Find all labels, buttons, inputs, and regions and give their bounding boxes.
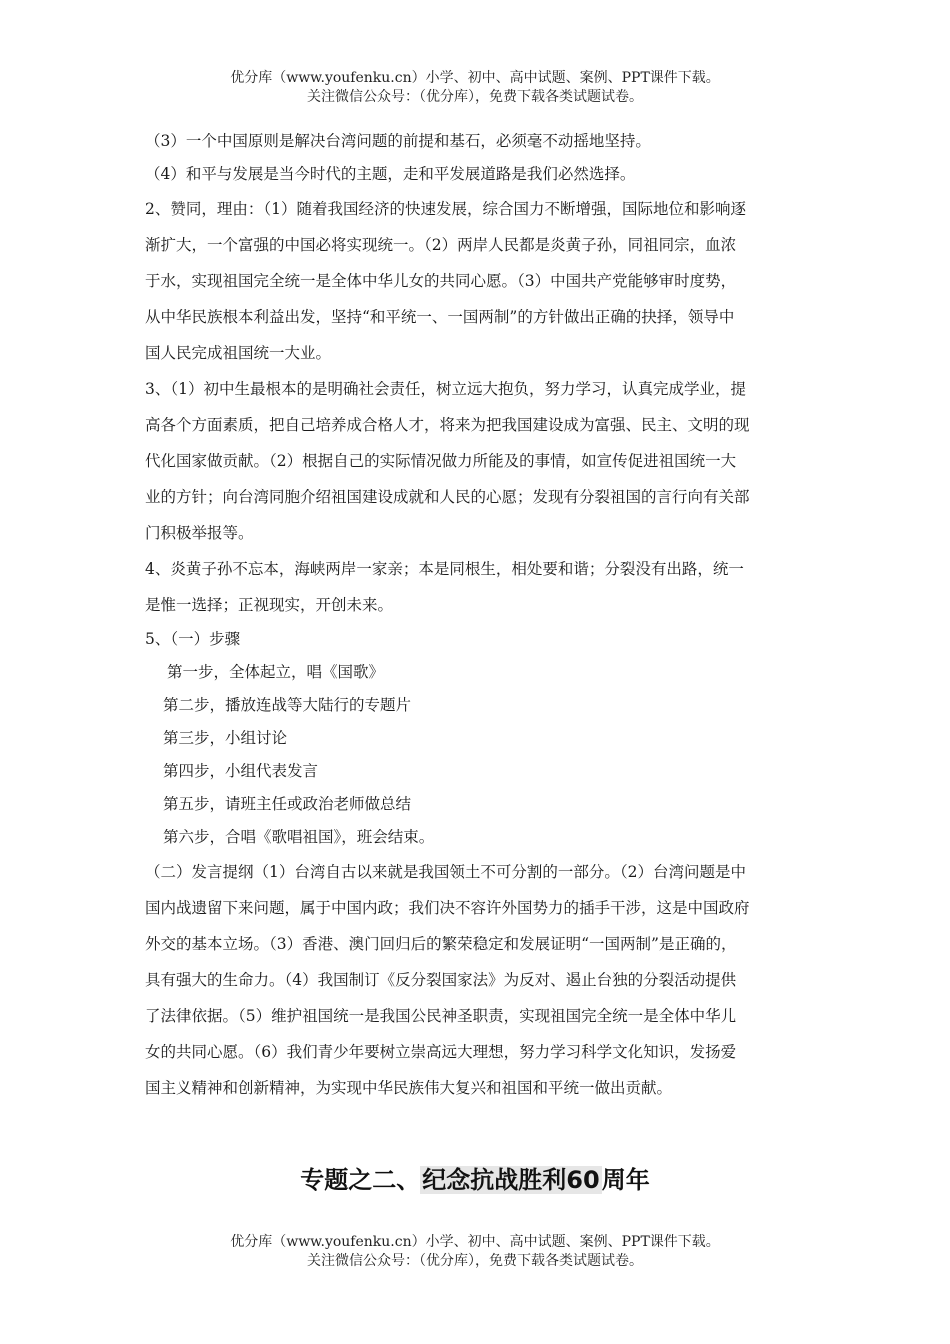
answer-3-line: 业的方针；向台湾同胞介绍祖国建设成就和人民的心愿；发现有分裂祖国的言行向有关部 [145, 488, 750, 506]
outline-line: 具有强大的生命力。（4）我国制订《反分裂国家法》为反对、遏止台独的分裂活动提供 [145, 971, 737, 989]
step-item: 第六步，合唱《歌唱祖国》，班会结束。 [163, 828, 435, 846]
section-title-prefix: 专题之二、 [300, 1166, 421, 1194]
speech-outline [145, 854, 815, 1106]
outline-line: 了法律依据。（5）维护祖国统一是我国公民神圣职责，实现祖国完全统一是全体中华儿 [145, 1007, 737, 1025]
answer-3-line: 3、（1）初中生最根本的是明确社会责任，树立远大抱负，努力学习，认真完成学业，提 [145, 380, 746, 398]
answer-3-line: 门积极举报等。 [145, 524, 254, 542]
outline-line: 国主义精神和创新精神，为实现中华民族伟大复兴和祖国和平统一做出贡献。 [145, 1079, 673, 1097]
answer-2-line: 渐扩大，一个富强的中国必将实现统一。（2）两岸人民都是炎黄子孙，同祖同宗，血浓 [145, 236, 737, 254]
step-item: 第一步，全体起立，唱《国歌》 [167, 663, 385, 681]
outline-line: 外交的基本立场。（3）香港、澳门回归后的繁荣稳定和发展证明“一国两制”是正确的， [145, 935, 737, 953]
footer-line-2: 关注微信公众号：（优分库），免费下载各类试题试卷。 [307, 1253, 643, 1269]
page-footer [0, 1233, 950, 1271]
step-list [145, 656, 815, 854]
answer-4 [145, 551, 815, 623]
answer-2-line: 国人民完成祖国统一大业。 [145, 344, 332, 362]
answer-3 [145, 371, 815, 551]
answer-2-line: 2、赞同，理由：（1）随着我国经济的快速发展，综合国力不断增强，国际地位和影响逐 [145, 200, 746, 218]
answer-3-line: 高各个方面素质，把自己培养成合格人才，将来为把我国建设成为富强、民主、文明的现 [145, 416, 750, 434]
outline-line: 国内战遗留下来问题，属于中国内政；我们决不容许外国势力的插手干涉，这是中国政府 [145, 899, 750, 917]
outline-line: 女的共同心愿。（6）我们青少年要树立崇高远大理想，努力学习科学文化知识，发扬爱 [145, 1043, 737, 1061]
answer-4-line: 4、炎黄子孙不忘本，海峡两岸一家亲；本是同根生，相处要和谐；分裂没有出路，统一 [145, 560, 744, 578]
answer-2 [145, 191, 815, 371]
answer-2-line: 从中华民族根本利益出发，坚持“和平统一、一国两制”的方针做出正确的抉择，领导中 [145, 308, 735, 326]
step-item: 第二步，播放连战等大陆行的专题片 [163, 696, 412, 714]
outline-line: （二）发言提纲（1）台湾自古以来就是我国领土不可分割的一部分。（2）台湾问题是中 [145, 863, 746, 881]
step-item: 第四步，小组代表发言 [163, 762, 319, 780]
answer-1-item-3: （3）一个中国原则是解决台湾问题的前提和基石，必须毫不动摇地坚持。 [145, 132, 651, 150]
header-line-1: 优分库（www.youfenku.cn）小学、初中、高中试题、案例、PPT课件下载。 [230, 70, 720, 86]
answer-3-line: 代化国家做贡献。（2）根据自己的实际情况做力所能及的事情，如宣传促进祖国统一大 [145, 452, 737, 470]
footer-line-1: 优分库（www.youfenku.cn）小学、初中、高中试题、案例、PPT课件下载。 [230, 1234, 720, 1250]
section-title [0, 1163, 950, 1197]
step-item: 第五步，请班主任或政治老师做总结 [163, 795, 412, 813]
section-title-suffix: 周年 [601, 1166, 650, 1194]
page-header [0, 69, 950, 107]
step-item: 第三步，小组讨论 [163, 729, 288, 747]
document-body [145, 125, 815, 1106]
section-title-highlight: 纪念抗战胜利60 [422, 1166, 600, 1194]
answer-4-line: 是惟一选择；正视现实，开创未来。 [145, 596, 394, 614]
answer-2-line: 于水，实现祖国完全统一是全体中华儿女的共同心愿。（3）中国共产党能够审时度势， [145, 272, 737, 290]
answer-5-heading: 5、（一）步骤 [145, 630, 241, 648]
answer-1-item-4: （4）和平与发展是当今时代的主题，走和平发展道路是我们必然选择。 [145, 165, 636, 183]
header-line-2: 关注微信公众号：（优分库），免费下载各类试题试卷。 [307, 89, 643, 105]
